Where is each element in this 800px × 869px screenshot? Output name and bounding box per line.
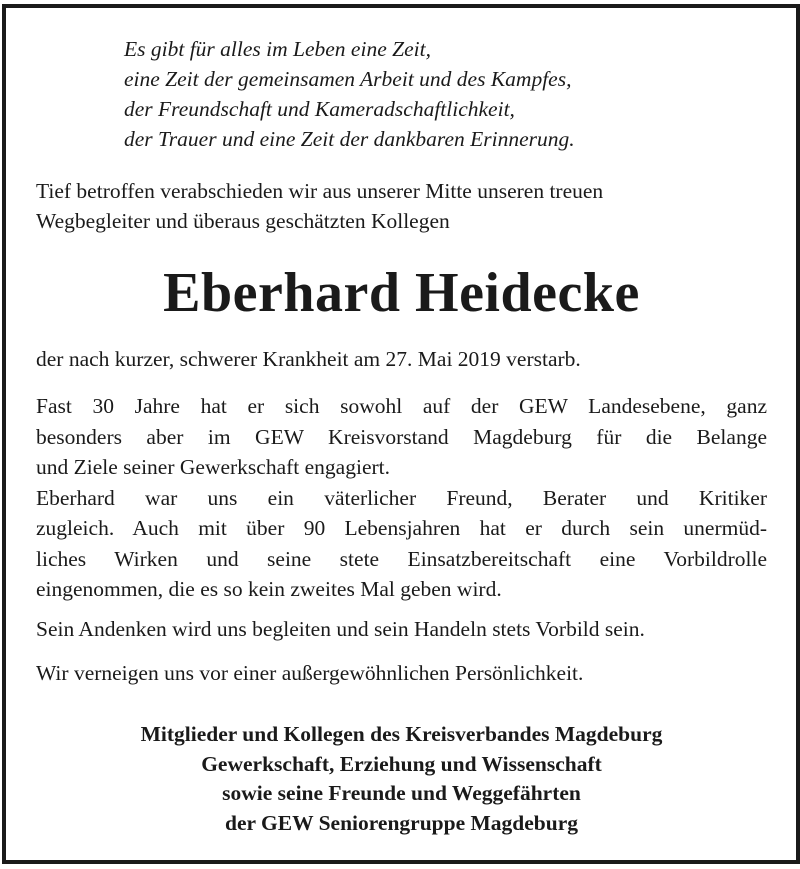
tribute-line: zugleich. Auch mit über 90 Lebensjahren hat er durch sein unermüd-: [36, 516, 767, 540]
intro-line: Wegbegleiter und überaus geschätzten Kollegen: [36, 209, 450, 233]
poem: [124, 34, 575, 154]
signature-block: [36, 720, 767, 838]
death-line: der nach kurzer, schwerer Krankheit am 27. Mai 2019 verstarb.: [36, 347, 581, 371]
tribute-line: liches Wirken und seine stete Einsatzbereitschaft eine Vorbildrolle: [36, 546, 767, 571]
deceased-name: Eberhard Heidecke: [163, 262, 640, 324]
tribute-line: Eberhard war uns ein väterlicher Freund, Berater und Kritiker: [36, 485, 767, 510]
intro-line: Tief betroffen verabschieden wir aus unserer Mitte unseren treuen: [36, 179, 604, 203]
signature-line: sowie seine Freunde und Weggefährten: [222, 781, 581, 805]
signature-line: Gewerkschaft, Erziehung und Wissenschaft: [201, 751, 602, 776]
tribute-line: besonders aber im GEW Kreisvorstand Magdeburg für die Belange: [36, 424, 767, 449]
bow-paragraph: [36, 658, 767, 689]
poem-line: der Freundschaft und Kameradschaftlichkeit,: [124, 97, 515, 121]
tribute-line: eingenommen, die es so kein zweites Mal geben wird.: [36, 577, 502, 601]
signature-line: der GEW Seniorengruppe Magdeburg: [225, 810, 578, 835]
poem-line: Es gibt für alles im Leben eine Zeit,: [124, 37, 431, 61]
tribute-line: und Ziele seiner Gewerkschaft engagiert.: [36, 455, 390, 479]
tribute-line: Fast 30 Jahre hat er sich sowohl auf der GEW Landesebene, ganz: [36, 394, 767, 418]
obituary-content: [36, 8, 767, 860]
remembrance-paragraph: [36, 614, 767, 645]
poem-line: der Trauer und eine Zeit der dankbaren Erinnerung.: [124, 127, 575, 151]
remembrance-line: Sein Andenken wird uns begleiten und sein Handeln stets Vorbild sein.: [36, 617, 645, 641]
tribute-paragraph: [36, 391, 767, 605]
obituary-frame: [2, 4, 800, 864]
bow-line: Wir verneigen uns vor einer außergewöhnlichen Persönlichkeit.: [36, 661, 584, 685]
intro-text: [36, 176, 767, 236]
poem-line: eine Zeit der gemeinsamen Arbeit und des Kampfes,: [124, 67, 572, 91]
death-notice: [36, 344, 767, 375]
signature-line: Mitglieder und Kollegen des Kreisverbandes Magdeburg: [140, 722, 663, 746]
